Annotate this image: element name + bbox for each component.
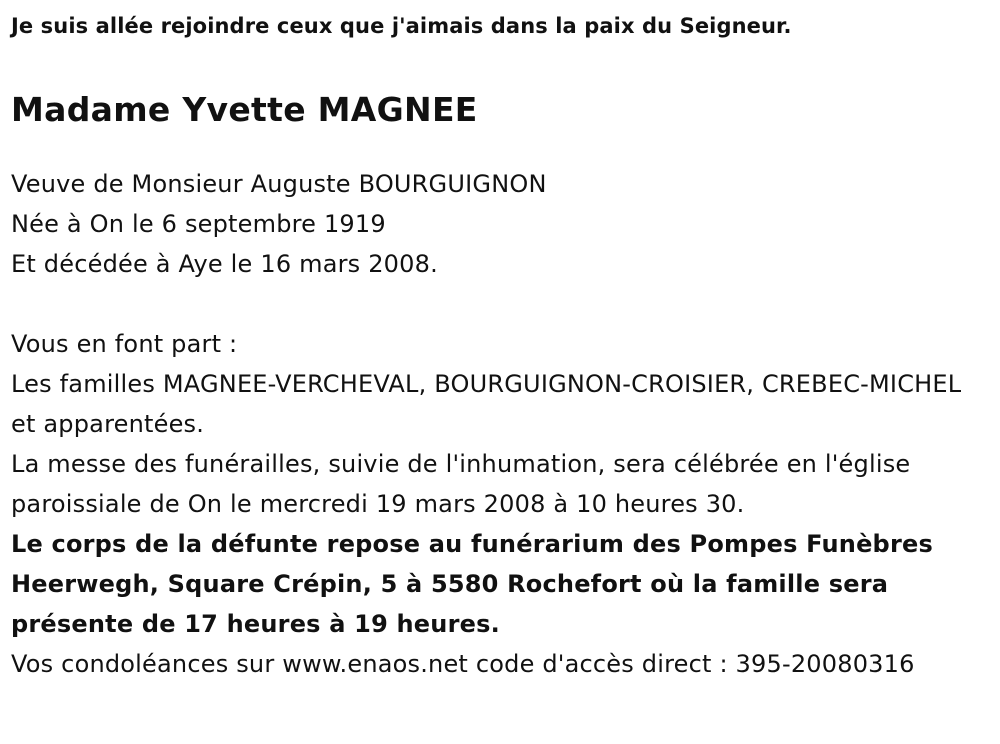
life-details bbox=[11, 132, 986, 284]
spacer bbox=[11, 284, 986, 324]
funeral-home-info: Le corps de la défunte repose au funérarium des Pompes Funèbres Heerwegh, Square Crépin, 5 à 5580 Rochefort où la famille sera présente de 17 heures à 19 heures. bbox=[11, 530, 933, 638]
announcement-intro: Vous en font part : bbox=[11, 330, 238, 358]
widow-of-line: Veuve de Monsieur Auguste BOURGUIGNON bbox=[11, 170, 547, 198]
deceased-name: Madame Yvette MAGNEE bbox=[11, 90, 478, 129]
death-notice bbox=[11, 0, 986, 684]
birth-line: Née à On le 6 septembre 1919 bbox=[11, 210, 386, 238]
epitaph: Je suis allée rejoindre ceux que j'aimais dans la paix du Seigneur. bbox=[11, 14, 792, 38]
announcement bbox=[11, 324, 986, 684]
funeral-mass: La messe des funérailles, suivie de l'inhumation, sera célébrée en l'église paroissiale de On le mercredi 19 mars 2008 à 10 heures 30. bbox=[11, 450, 911, 518]
condolences-info: Vos condoléances sur www.enaos.net code d'accès direct : 395-20080316 bbox=[11, 650, 915, 678]
families-list: Les familles MAGNEE-VERCHEVAL, BOURGUIGNON-CROISIER, CREBEC-MICHEL et apparentées. bbox=[11, 370, 962, 438]
death-line: Et décédée à Aye le 16 mars 2008. bbox=[11, 250, 438, 278]
